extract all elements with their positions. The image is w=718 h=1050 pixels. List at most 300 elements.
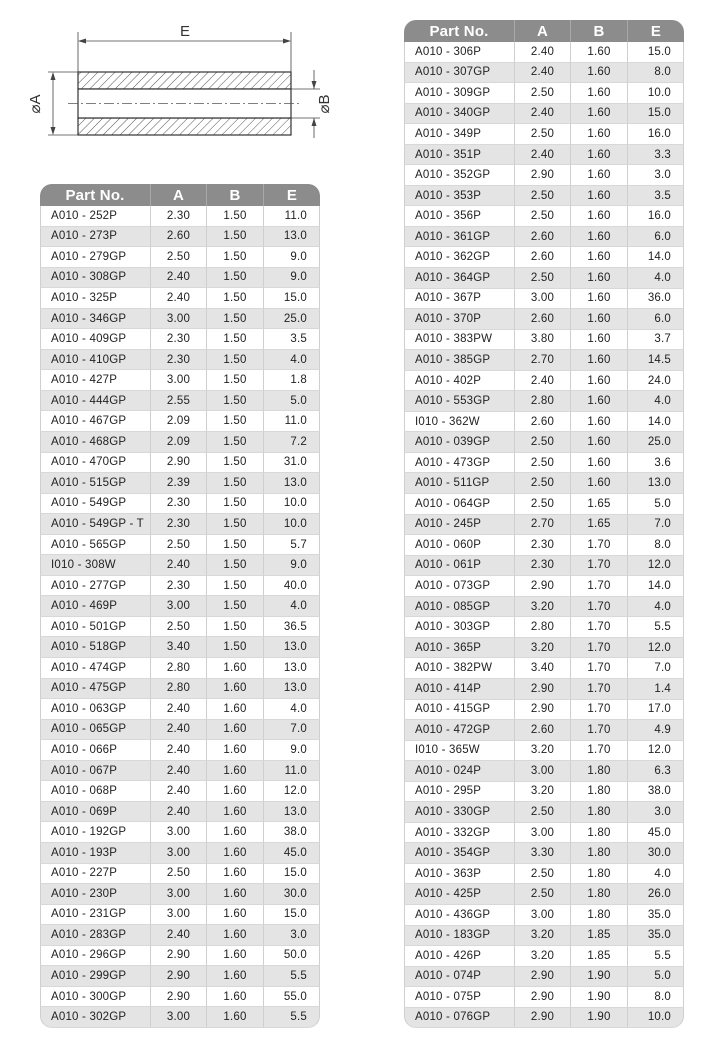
cell-e: 5.5 [264,1007,320,1028]
cell-e: 7.0 [628,515,684,536]
cell-b: 1.70 [571,741,628,762]
cell-part-no: A010 - 365P [404,638,515,659]
table-row [404,83,684,104]
table-row [40,288,320,309]
cell-part-no: A010 - 363P [404,864,515,885]
cell-e: 31.0 [264,453,320,474]
table-row [40,350,320,371]
cell-a: 2.90 [151,987,207,1008]
cell-part-no: A010 - 073GP [404,576,515,597]
cell-a: 2.30 [151,206,207,227]
b-arrow-bottom [312,118,317,126]
table-row [40,966,320,987]
cell-e: 40.0 [264,576,320,597]
cell-part-no: A010 - 409GP [40,329,151,350]
cell-a: 2.90 [151,946,207,967]
table-row [404,905,684,926]
cell-a: 3.30 [515,843,571,864]
cell-b: 1.60 [571,247,628,268]
cell-b: 1.60 [207,740,264,761]
cell-e: 5.5 [628,617,684,638]
table-row [404,515,684,536]
cell-e: 7.0 [628,658,684,679]
cell-b: 1.50 [207,555,264,576]
cell-part-no: A010 - 193P [40,843,151,864]
cell-e: 8.0 [628,535,684,556]
header-a: A [515,20,571,42]
cell-b: 1.50 [207,247,264,268]
cell-e: 4.0 [628,597,684,618]
cell-e: 45.0 [628,823,684,844]
header-part-no: Part No. [40,184,151,206]
cell-part-no: A010 - 302GP [40,1007,151,1028]
cell-b: 1.50 [207,514,264,535]
cell-a: 2.50 [151,247,207,268]
cell-e: 7.2 [264,432,320,453]
cell-e: 36.5 [264,617,320,638]
cell-a: 2.50 [151,864,207,885]
cell-b: 1.60 [207,946,264,967]
cell-a: 2.50 [515,802,571,823]
cell-b: 1.50 [207,637,264,658]
cell-a: 3.20 [515,597,571,618]
cell-part-no: A010 - 076GP [404,1008,515,1029]
cell-a: 2.90 [515,967,571,988]
table-row [404,658,684,679]
table-row [404,864,684,885]
cell-b: 1.60 [571,165,628,186]
table-row [404,638,684,659]
cell-b: 1.50 [207,576,264,597]
cell-e: 55.0 [264,987,320,1008]
table-row [40,925,320,946]
cell-e: 12.0 [628,638,684,659]
cell-e: 10.0 [628,1008,684,1029]
cell-e: 14.0 [628,247,684,268]
cell-e: 3.3 [628,145,684,166]
cell-b: 1.60 [571,227,628,248]
cell-b: 1.80 [571,761,628,782]
cell-a: 2.90 [515,1008,571,1029]
table-row [40,268,320,289]
a-arrow-top [51,72,56,80]
cell-e: 13.0 [628,473,684,494]
cell-part-no: A010 - 325P [40,288,151,309]
cell-a: 2.30 [151,576,207,597]
cell-part-no: A010 - 064GP [404,494,515,515]
cell-e: 1.4 [628,679,684,700]
cell-e: 30.0 [628,843,684,864]
table-row [40,206,320,227]
cell-part-no: A010 - 367P [404,289,515,310]
cell-b: 1.60 [207,781,264,802]
cell-e: 13.0 [264,802,320,823]
table-row [40,987,320,1008]
cell-b: 1.60 [571,391,628,412]
cell-e: 12.0 [628,741,684,762]
cell-part-no: A010 - 349P [404,124,515,145]
table-row [404,535,684,556]
cell-e: 25.0 [264,309,320,330]
cell-b: 1.60 [207,843,264,864]
table-row [404,412,684,433]
table-row [404,432,684,453]
cell-b: 1.65 [571,515,628,536]
cell-b: 1.90 [571,967,628,988]
table-row [40,884,320,905]
cell-a: 2.40 [151,925,207,946]
cell-a: 3.20 [515,946,571,967]
cell-a: 3.00 [151,1007,207,1028]
a-arrow-bottom [51,127,56,135]
table-row [404,289,684,310]
cell-a: 2.40 [515,145,571,166]
cell-part-no: A010 - 351P [404,145,515,166]
cell-part-no: A010 - 066P [40,740,151,761]
cell-a: 2.40 [151,802,207,823]
cell-a: 2.90 [515,700,571,721]
cell-a: 2.39 [151,473,207,494]
cell-e: 25.0 [628,432,684,453]
cell-part-no: A010 - 061P [404,556,515,577]
cell-part-no: A010 - 352GP [404,165,515,186]
cell-part-no: I010 - 365W [404,741,515,762]
cell-b: 1.70 [571,720,628,741]
cell-a: 3.00 [515,823,571,844]
cell-part-no: A010 - 501GP [40,617,151,638]
cell-b: 1.60 [571,371,628,392]
cell-e: 15.0 [264,288,320,309]
cell-part-no: A010 - 068P [40,781,151,802]
cell-b: 1.70 [571,658,628,679]
table-row [404,556,684,577]
table-row [40,473,320,494]
cell-e: 7.0 [264,720,320,741]
cell-a: 3.00 [515,761,571,782]
b-arrow-top [312,81,317,89]
table-row [404,967,684,988]
cell-b: 1.60 [571,309,628,330]
cell-e: 9.0 [264,268,320,289]
cell-e: 4.0 [264,699,320,720]
cell-b: 1.50 [207,206,264,227]
cell-a: 2.60 [515,309,571,330]
table-row [40,411,320,432]
header-e: E [628,20,684,42]
b-label: ⌀B [316,94,333,114]
cell-b: 1.85 [571,926,628,947]
cell-a: 2.90 [515,679,571,700]
table-row [40,905,320,926]
cell-e: 5.0 [264,391,320,412]
table-row [40,720,320,741]
cell-b: 1.80 [571,802,628,823]
cell-e: 16.0 [628,206,684,227]
cell-b: 1.60 [207,802,264,823]
cell-b: 1.60 [571,330,628,351]
cell-b: 1.50 [207,370,264,391]
header-a: A [151,184,207,206]
cell-a: 2.40 [151,699,207,720]
cell-b: 1.60 [571,206,628,227]
cell-part-no: I010 - 308W [40,555,151,576]
header-b: B [207,184,264,206]
cell-part-no: A010 - 192GP [40,822,151,843]
table-row [404,165,684,186]
cell-b: 1.80 [571,905,628,926]
cell-part-no: A010 - 332GP [404,823,515,844]
cell-part-no: A010 - 309GP [404,83,515,104]
cell-part-no: A010 - 306P [404,42,515,63]
cell-part-no: A010 - 469P [40,596,151,617]
cell-a: 2.50 [515,453,571,474]
cell-b: 1.60 [207,761,264,782]
cell-b: 1.50 [207,453,264,474]
table-row [40,617,320,638]
cell-e: 13.0 [264,658,320,679]
cell-b: 1.60 [571,186,628,207]
table-row [40,658,320,679]
table-row [404,268,684,289]
cell-part-no: A010 - 069P [40,802,151,823]
cell-b: 1.60 [571,63,628,84]
cell-b: 1.80 [571,884,628,905]
cell-part-no: A010 - 470GP [40,453,151,474]
cell-b: 1.50 [207,473,264,494]
cell-b: 1.60 [207,905,264,926]
table-row [404,741,684,762]
table-row [404,987,684,1008]
cell-a: 3.00 [151,843,207,864]
cell-e: 6.0 [628,227,684,248]
cell-e: 38.0 [628,782,684,803]
table-row [404,104,684,125]
table-row [40,391,320,412]
table-row [40,679,320,700]
cell-b: 1.60 [571,350,628,371]
cell-e: 9.0 [264,740,320,761]
cell-a: 2.09 [151,432,207,453]
cell-a: 2.40 [151,720,207,741]
cell-part-no: A010 - 475GP [40,679,151,700]
cell-b: 1.60 [207,699,264,720]
cell-e: 30.0 [264,884,320,905]
tube-cross-section-svg [20,14,340,164]
cell-b: 1.60 [207,1007,264,1028]
table-row [40,370,320,391]
table-row [404,309,684,330]
cell-e: 3.0 [628,802,684,823]
cell-e: 26.0 [628,884,684,905]
cell-b: 1.50 [207,268,264,289]
cell-a: 2.40 [151,268,207,289]
table-row [404,145,684,166]
cell-e: 8.0 [628,63,684,84]
cell-b: 1.60 [571,412,628,433]
cell-b: 1.60 [571,42,628,63]
cell-part-no: A010 - 356P [404,206,515,227]
cell-b: 1.50 [207,391,264,412]
table-row [404,761,684,782]
cell-a: 2.50 [515,432,571,453]
cell-a: 2.90 [515,165,571,186]
cell-part-no: A010 - 330GP [404,802,515,823]
cell-b: 1.60 [207,679,264,700]
cell-b: 1.70 [571,597,628,618]
cell-part-no: A010 - 273P [40,227,151,248]
cell-a: 2.50 [515,864,571,885]
cell-e: 16.0 [628,124,684,145]
cell-e: 5.7 [264,535,320,556]
cell-a: 2.70 [515,515,571,536]
cell-b: 1.50 [207,288,264,309]
cell-e: 45.0 [264,843,320,864]
cell-a: 3.00 [515,289,571,310]
cell-b: 1.50 [207,617,264,638]
table-row [404,227,684,248]
cell-part-no: A010 - 427P [40,370,151,391]
table-row [40,843,320,864]
cell-a: 3.20 [515,638,571,659]
cell-part-no: A010 - 277GP [40,576,151,597]
cell-e: 4.0 [628,268,684,289]
table-row [40,576,320,597]
cell-e: 3.5 [628,186,684,207]
cell-a: 2.30 [515,556,571,577]
table-row [404,494,684,515]
cell-a: 2.40 [151,288,207,309]
cell-e: 15.0 [628,104,684,125]
cell-a: 3.20 [515,782,571,803]
cell-part-no: A010 - 425P [404,884,515,905]
cell-part-no: A010 - 299GP [40,966,151,987]
cell-e: 6.0 [628,309,684,330]
cell-part-no: A010 - 511GP [404,473,515,494]
cell-e: 13.0 [264,473,320,494]
cell-a: 3.40 [151,637,207,658]
cell-a: 2.40 [151,740,207,761]
cell-b: 1.70 [571,535,628,556]
cell-e: 38.0 [264,822,320,843]
cell-b: 1.80 [571,843,628,864]
cell-part-no: I010 - 362W [404,412,515,433]
cell-a: 3.20 [515,741,571,762]
cell-e: 24.0 [628,371,684,392]
cell-a: 2.50 [515,83,571,104]
table-row [40,555,320,576]
right-table-header [404,20,684,42]
cell-e: 50.0 [264,946,320,967]
table-row [40,247,320,268]
cell-e: 3.7 [628,330,684,351]
cell-a: 3.40 [515,658,571,679]
cell-a: 2.30 [151,514,207,535]
cell-a: 2.50 [515,186,571,207]
cell-e: 35.0 [628,926,684,947]
cell-part-no: A010 - 436GP [404,905,515,926]
cell-part-no: A010 - 067P [40,761,151,782]
cell-e: 11.0 [264,206,320,227]
table-row [40,1007,320,1028]
cell-e: 11.0 [264,411,320,432]
table-row [40,514,320,535]
cell-a: 2.50 [515,124,571,145]
cell-a: 2.30 [515,535,571,556]
table-row [404,679,684,700]
cell-a: 2.60 [515,720,571,741]
table-row [404,330,684,351]
cell-b: 1.50 [207,309,264,330]
cell-b: 1.80 [571,782,628,803]
cell-a: 2.50 [515,473,571,494]
cell-e: 13.0 [264,637,320,658]
cell-e: 11.0 [264,761,320,782]
cell-a: 2.90 [151,966,207,987]
cell-a: 2.40 [515,42,571,63]
cell-part-no: A010 - 383PW [404,330,515,351]
table-row [404,453,684,474]
cell-part-no: A010 - 474GP [40,658,151,679]
cell-e: 5.0 [628,494,684,515]
table-row [40,227,320,248]
cell-part-no: A010 - 346GP [40,309,151,330]
table-row [404,720,684,741]
cell-b: 1.60 [207,987,264,1008]
cell-part-no: A010 - 410GP [40,350,151,371]
cell-part-no: A010 - 549GP [40,494,151,515]
cell-a: 2.90 [515,987,571,1008]
left-table-header [40,184,320,206]
table-row [40,432,320,453]
table-row [40,740,320,761]
cell-part-no: A010 - 296GP [40,946,151,967]
right-parts-table [404,20,684,1028]
cell-e: 5.0 [628,967,684,988]
cell-b: 1.50 [207,411,264,432]
cell-b: 1.60 [571,104,628,125]
cell-a: 3.00 [151,822,207,843]
cell-part-no: A010 - 340GP [404,104,515,125]
cell-part-no: A010 - 515GP [40,473,151,494]
cell-b: 1.50 [207,350,264,371]
cell-b: 1.60 [571,124,628,145]
left-parts-table [40,184,320,1028]
cell-a: 3.00 [151,596,207,617]
cell-part-no: A010 - 283GP [40,925,151,946]
cell-part-no: A010 - 415GP [404,700,515,721]
table-row [404,350,684,371]
cell-a: 2.50 [515,884,571,905]
cell-e: 14.5 [628,350,684,371]
cell-e: 15.0 [264,905,320,926]
table-row [404,700,684,721]
cell-e: 10.0 [264,494,320,515]
cell-a: 2.50 [151,535,207,556]
cell-b: 1.80 [571,864,628,885]
cell-e: 14.0 [628,412,684,433]
cell-a: 2.80 [151,679,207,700]
tube-dimension-drawing [20,14,340,164]
table-row [40,596,320,617]
cell-e: 36.0 [628,289,684,310]
cell-b: 1.60 [571,432,628,453]
cell-part-no: A010 - 295P [404,782,515,803]
cell-e: 4.0 [628,391,684,412]
cell-e: 10.0 [264,514,320,535]
cell-part-no: A010 - 252P [40,206,151,227]
table-row [40,864,320,885]
table-row [404,124,684,145]
